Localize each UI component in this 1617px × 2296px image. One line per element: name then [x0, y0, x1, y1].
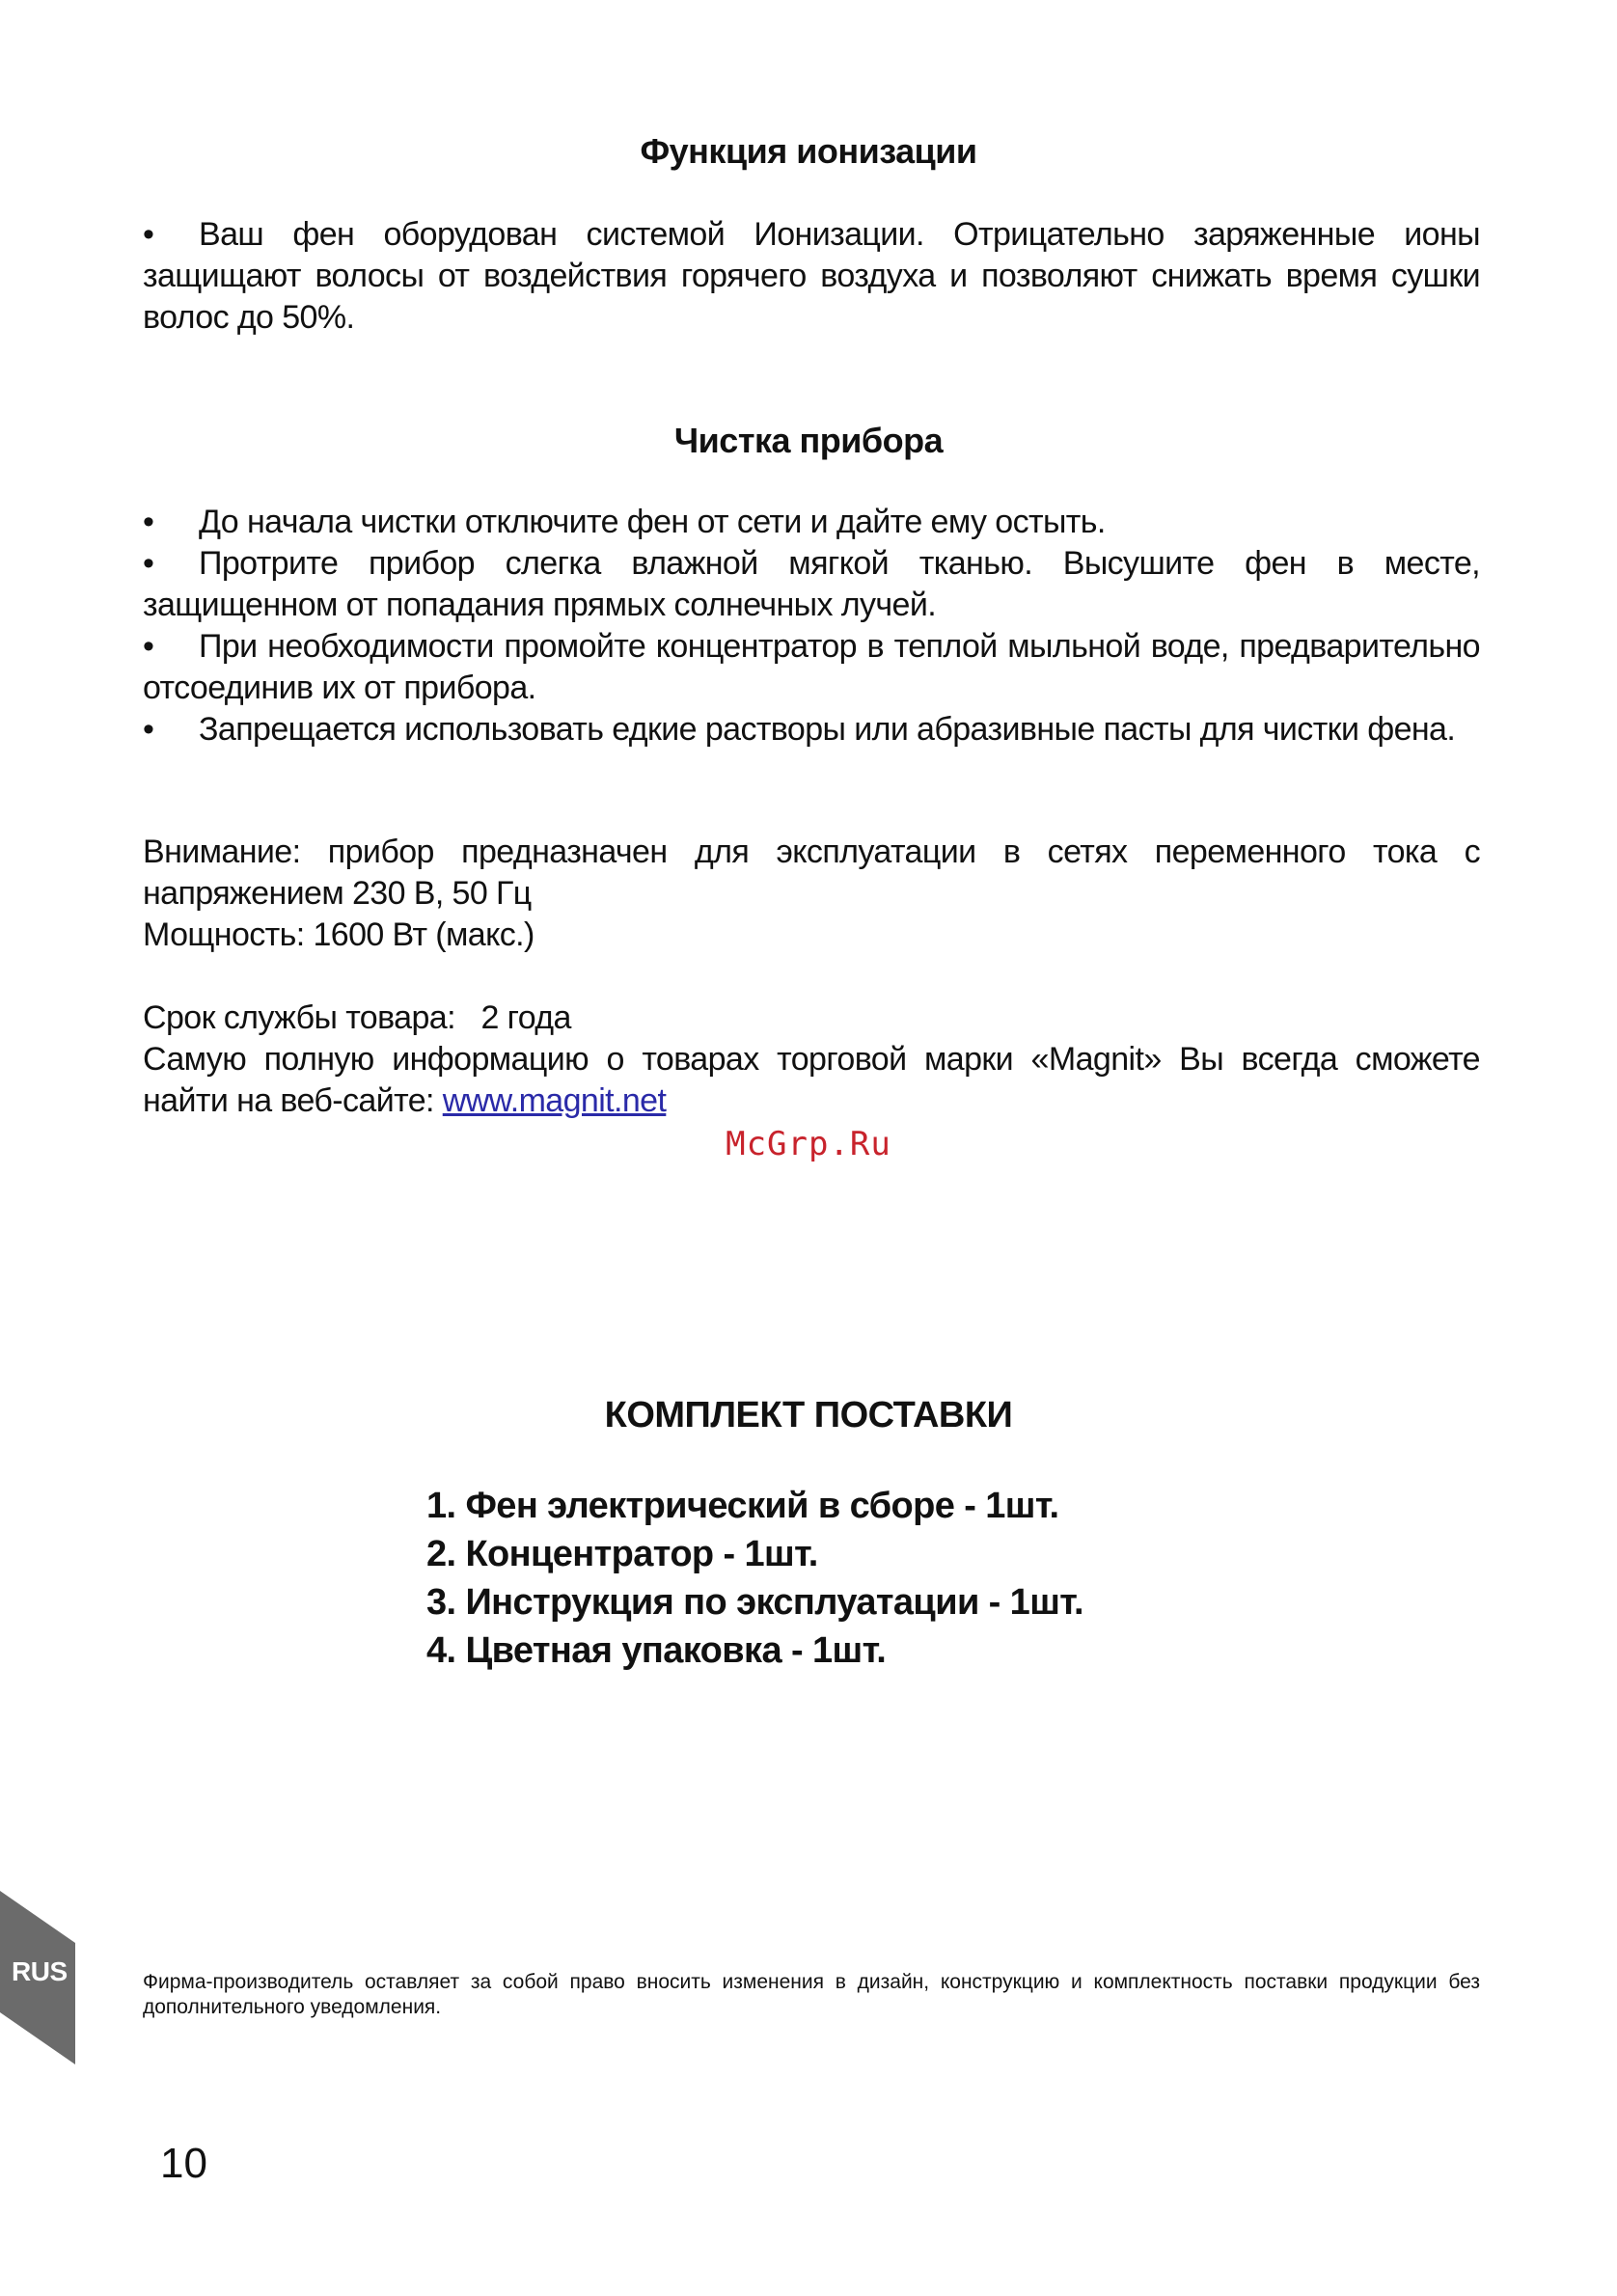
cleaning-item: [143, 502, 1480, 543]
language-tab: [0, 1891, 75, 2064]
service-section: [143, 998, 1480, 1122]
ionization-text: Ваш фен оборудован системой Ионизации. Отрицательно заряженные ионы защищают волосы от воздействия горячего воздуха и позволяют снижать время сушки волос до 50%.: [143, 216, 1480, 336]
service-info: [143, 1039, 1480, 1122]
language-tab-label: RUS: [12, 1956, 68, 1986]
kit-item: 4. Цветная упаковка - 1шт.: [426, 1630, 887, 1671]
bullet-icon: •: [143, 711, 154, 748]
cleaning-item-text: До начала чистки отключите фен от сети и дайте ему остыть.: [199, 504, 1106, 540]
kit-list: [426, 1482, 1083, 1675]
website-link[interactable]: www.magnit.net: [442, 1082, 667, 1119]
ionization-section: [143, 214, 1480, 339]
cleaning-section: [143, 502, 1480, 751]
kit-item: 2. Концентратор - 1шт.: [426, 1534, 818, 1574]
voltage-warning: Внимание: прибор предназначен для эксплуатации в сетях переменного тока с напряжением 230 В, 50 Гц: [143, 834, 1480, 912]
cleaning-item-text: Запрещается использовать едкие растворы или абразивные пасты для чистки фена.: [199, 711, 1456, 748]
warning-section: [143, 832, 1480, 956]
ionization-title: Функция ионизации: [640, 131, 977, 171]
kit-item: 3. Инструкция по эксплуатации - 1шт.: [426, 1582, 1083, 1623]
service-lifetime: Срок службы товара: 2 года: [143, 999, 571, 1036]
cleaning-item-text: Протрите прибор слегка влажной мягкой тканью. Высушите фен в месте, защищенном от попадания прямых солнечных лучей.: [143, 545, 1480, 623]
cleaning-item: [143, 626, 1480, 709]
cleaning-item: [143, 543, 1480, 626]
cleaning-item-text: При необходимости промойте концентратор в теплой мыльной воде, предварительно отсоединив их от прибора.: [143, 628, 1480, 706]
bullet-icon: •: [143, 628, 154, 665]
kit-title: КОМПЛЕКТ ПОСТАВКИ: [604, 1395, 1013, 1435]
ionization-paragraph: [143, 214, 1480, 339]
disclaimer: Фирма-производитель оставляет за собой право вносить изменения в дизайн, конструкцию и комплектность поставки продукции без дополнительного уведомления.: [143, 1971, 1480, 2018]
cleaning-title: Чистка прибора: [673, 421, 944, 460]
bullet-icon: •: [143, 504, 154, 540]
kit-item: 1. Фен электрический в сборе - 1шт.: [426, 1486, 1059, 1526]
bullet-icon: •: [143, 216, 154, 253]
watermark: McGrp.Ru: [726, 1125, 891, 1163]
page-number: 10: [160, 2140, 207, 2187]
service-info-text: Самую полную информацию о товарах торговой марки «Magnit» Вы всегда сможете найти на веб-сайте:: [143, 1041, 1480, 1119]
power-rating: Мощность: 1600 Вт (макс.): [143, 916, 534, 953]
bullet-icon: •: [143, 545, 154, 582]
cleaning-item: [143, 709, 1480, 751]
